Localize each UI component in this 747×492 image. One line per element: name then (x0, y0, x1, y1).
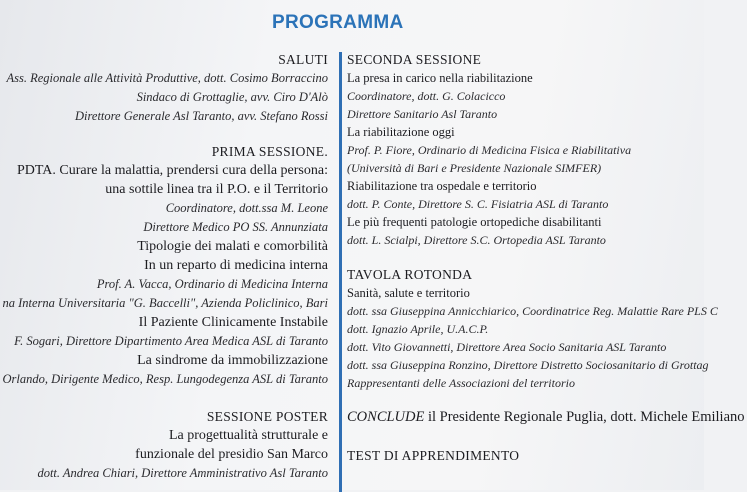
page-title: PROGRAMMA (272, 12, 404, 33)
speaker: Direttore Sanitario Asl Taranto (347, 107, 498, 121)
conclude-line (347, 408, 747, 426)
topic-title: La progettualità strutturale e (169, 428, 328, 443)
topic-title: La sindrome da immobilizzazione (137, 353, 328, 368)
speaker: (Università di Bari e Presidente Nazionale SIMFER) (347, 161, 602, 175)
prima-sessione-heading: PRIMA SESSIONE. (211, 144, 328, 159)
topic-title: Il Paziente Clinicamente Instabile (138, 315, 328, 330)
topic-title: PDTA. Curare la malattia, prendersi cura della persona: (16, 163, 328, 178)
conclude-lead: CONCLUDE (347, 409, 425, 425)
topic-title: Le più frequenti patologie ortopediche disabilitanti (347, 215, 602, 229)
saluti-line: Direttore Generale Asl Taranto, avv. Stefano Rossi (75, 109, 328, 123)
sessione-poster-heading: SESSIONE POSTER (206, 409, 328, 424)
speaker: Prof. P. Fiore, Ordinario di Medicina Fisica e Riabilitativa (347, 143, 632, 157)
panelist: dott. Ignazio Aprile, U.A.C.P. (347, 322, 489, 336)
topic-title: In un reparto di medicina interna (144, 258, 328, 273)
speaker: dott. L. Scialpi, Direttore S.C. Ortopedia ASL Taranto (347, 233, 606, 247)
speaker: Coordinatore, dott.ssa M. Leone (165, 201, 328, 215)
saluti-line: Sindaco di Grottaglie, avv. Ciro D'Alò (136, 90, 328, 104)
speaker: na Interna Universitaria "G. Baccelli", Azienda Policlinico, Bari (2, 296, 328, 310)
speaker: dott. Andrea Chiari, Direttore Amministrativo Asl Taranto (37, 466, 328, 480)
panelist: Rappresentanti delle Associazioni del territorio (347, 376, 575, 390)
panelist: dott. Vito Giovannetti, Direttore Area Socio Sanitaria ASL Taranto (347, 340, 667, 354)
topic-title: Riabilitazione tra ospedale e territorio (347, 179, 537, 193)
panelist: dott. ssa Giuseppina Ronzino, Direttore Distretto Sociosanitario di Grottag (347, 358, 709, 372)
speaker: Prof. A. Vacca, Ordinario di Medicina Interna (96, 277, 328, 291)
speaker: Direttore Medico PO SS. Annunziata (143, 220, 328, 234)
topic-title: La presa in carico nella riabilitazione (347, 71, 533, 85)
speaker: dott. P. Conte, Direttore S. C. Fisiatria ASL di Taranto (347, 197, 609, 211)
panelist: dott. ssa Giuseppina Annicchiarico, Coordinatrice Reg. Malattie Rare PLS C (347, 304, 718, 318)
tavola-rotonda-heading: TAVOLA ROTONDA (347, 267, 473, 282)
topic-title: funzionale del presidio San Marco (135, 447, 328, 462)
speaker: F. Sogari, Direttore Dipartimento Area Medica ASL di Taranto (14, 334, 328, 348)
column-divider (339, 52, 342, 492)
saluti-line: Ass. Regionale alle Attività Produttive, dott. Cosimo Borraccino (6, 71, 328, 85)
conclude-text: il Presidente Regionale Puglia, dott. Michele Emiliano (424, 409, 745, 425)
topic-title: Tipologie dei malati e comorbilità (137, 239, 328, 254)
saluti-heading: SALUTI (278, 52, 328, 67)
topic-title: una sottile linea tra il P.O. e il Territorio (105, 182, 328, 197)
speaker: Orlando, Dirigente Medico, Resp. Lungodegenza ASL di Taranto (2, 372, 328, 386)
topic-title: La riabilitazione oggi (347, 125, 455, 139)
test-heading: TEST DI APPRENDIMENTO (347, 448, 520, 463)
left-column (0, 50, 328, 483)
topic-title: Sanità, salute e territorio (347, 286, 470, 300)
speaker: Coordinatore, dott. G. Colacicco (347, 89, 506, 103)
seconda-sessione-heading: SECONDA SESSIONE (347, 52, 482, 67)
right-column (347, 50, 747, 465)
